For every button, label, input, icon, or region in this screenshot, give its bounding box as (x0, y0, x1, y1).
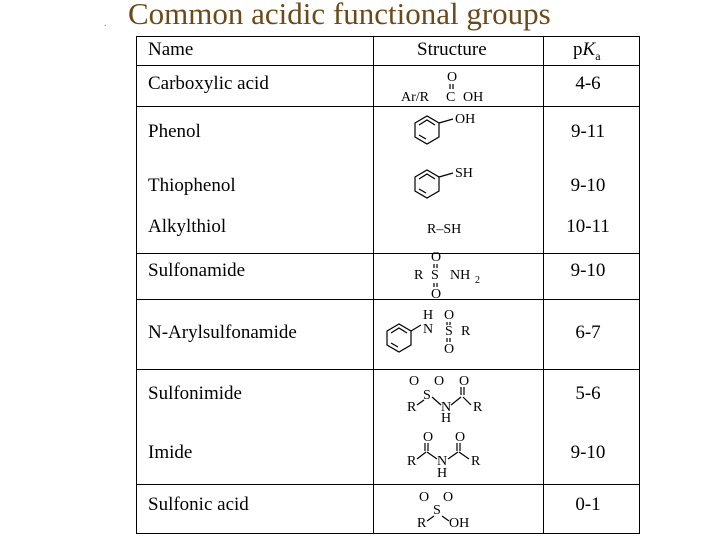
row-pka-phenol: 9-11 (570, 121, 606, 142)
row-divider (137, 65, 639, 66)
row-name-n-arylsulfonamide: N-Arylsulfonamide (148, 322, 297, 343)
svg-text:O: O (444, 308, 455, 323)
row-name-thiophenol: Thiophenol (148, 175, 236, 196)
header-structure: Structure (417, 39, 487, 60)
row-divider (137, 106, 639, 107)
svg-text:C: C (446, 90, 456, 105)
svg-text:R: R (407, 400, 417, 415)
svg-text:S: S (433, 503, 441, 518)
structure-sulfonic-acid (415, 489, 505, 535)
svg-text:O: O (419, 490, 430, 505)
svg-text:R: R (407, 454, 417, 469)
svg-text:OH: OH (463, 90, 484, 105)
structure-sulfonamide (411, 249, 521, 302)
structure-thiophenol (411, 163, 491, 207)
svg-text:R: R (473, 400, 483, 415)
svg-text:N: N (441, 400, 452, 415)
row-pka-sulfonimide: 5-6 (575, 383, 601, 404)
svg-text:O: O (455, 430, 466, 445)
row-name-sulfonic-acid: Sulfonic acid (148, 494, 249, 515)
svg-text:O: O (447, 70, 458, 85)
row-name-sulfonimide: Sulfonimide (148, 383, 242, 404)
row-pka-carboxylic-acid: 4-6 (575, 73, 601, 94)
row-name-phenol: Phenol (148, 121, 201, 142)
svg-text:S: S (431, 268, 439, 283)
svg-text:SH: SH (455, 166, 473, 181)
column-divider (373, 37, 374, 533)
row-pka-alkylthiol: 10-11 (566, 216, 610, 237)
row-pka-sulfonamide: 9-10 (570, 260, 606, 281)
row-name-imide: Imide (148, 442, 193, 463)
svg-text:R: R (414, 268, 424, 283)
svg-text:R–SH: R–SH (427, 222, 462, 237)
svg-text:O: O (431, 287, 442, 302)
row-divider (137, 299, 639, 300)
structure-n-arylsulfonamide (383, 307, 533, 363)
svg-text:H: H (441, 411, 452, 426)
svg-text:S: S (445, 324, 453, 339)
structure-alkylthiol (425, 217, 505, 241)
svg-text:N: N (437, 454, 448, 469)
svg-text:O: O (443, 490, 454, 505)
bullet-dot: . (104, 18, 107, 29)
row-divider (137, 484, 639, 485)
row-pka-imide: 9-10 (570, 442, 606, 463)
svg-text:NH: NH (450, 268, 471, 283)
svg-text:H: H (423, 308, 434, 323)
svg-text:OH: OH (455, 112, 476, 127)
svg-text:O: O (409, 374, 420, 389)
svg-text:R: R (471, 454, 481, 469)
row-pka-thiophenol: 9-10 (570, 175, 606, 196)
svg-text:O: O (431, 250, 442, 265)
svg-text:O: O (434, 374, 445, 389)
page-title: Common acidic functional groups (128, 0, 551, 31)
row-divider (137, 253, 639, 254)
row-name-sulfonamide: Sulfonamide (148, 260, 246, 281)
svg-text:Ar/R: Ar/R (401, 90, 429, 105)
svg-text:OH: OH (449, 516, 470, 531)
svg-text:O: O (444, 342, 455, 357)
structure-carboxylic-acid (399, 69, 519, 105)
svg-text:H: H (437, 466, 448, 481)
row-name-alkylthiol: Alkylthiol (148, 216, 227, 237)
row-divider (137, 369, 639, 370)
row-name-carboxylic-acid: Carboxylic acid (148, 73, 269, 94)
svg-text:S: S (423, 388, 431, 403)
row-pka-sulfonic-acid: 0-1 (575, 494, 601, 515)
functional-groups-table (136, 36, 640, 534)
row-pka-n-arylsulfonamide: 6-7 (575, 322, 601, 343)
svg-text:2: 2 (475, 275, 480, 286)
structure-imide (405, 429, 505, 479)
header-name: Name (148, 39, 194, 60)
svg-text:R: R (461, 324, 471, 339)
svg-text:O: O (423, 430, 434, 445)
structure-sulfonimide (405, 373, 505, 426)
svg-text:N: N (423, 322, 434, 337)
header-pka: $pK_a$ (573, 39, 601, 63)
svg-text:O: O (459, 374, 470, 389)
svg-text:R: R (417, 516, 427, 531)
structure-phenol (411, 111, 491, 155)
